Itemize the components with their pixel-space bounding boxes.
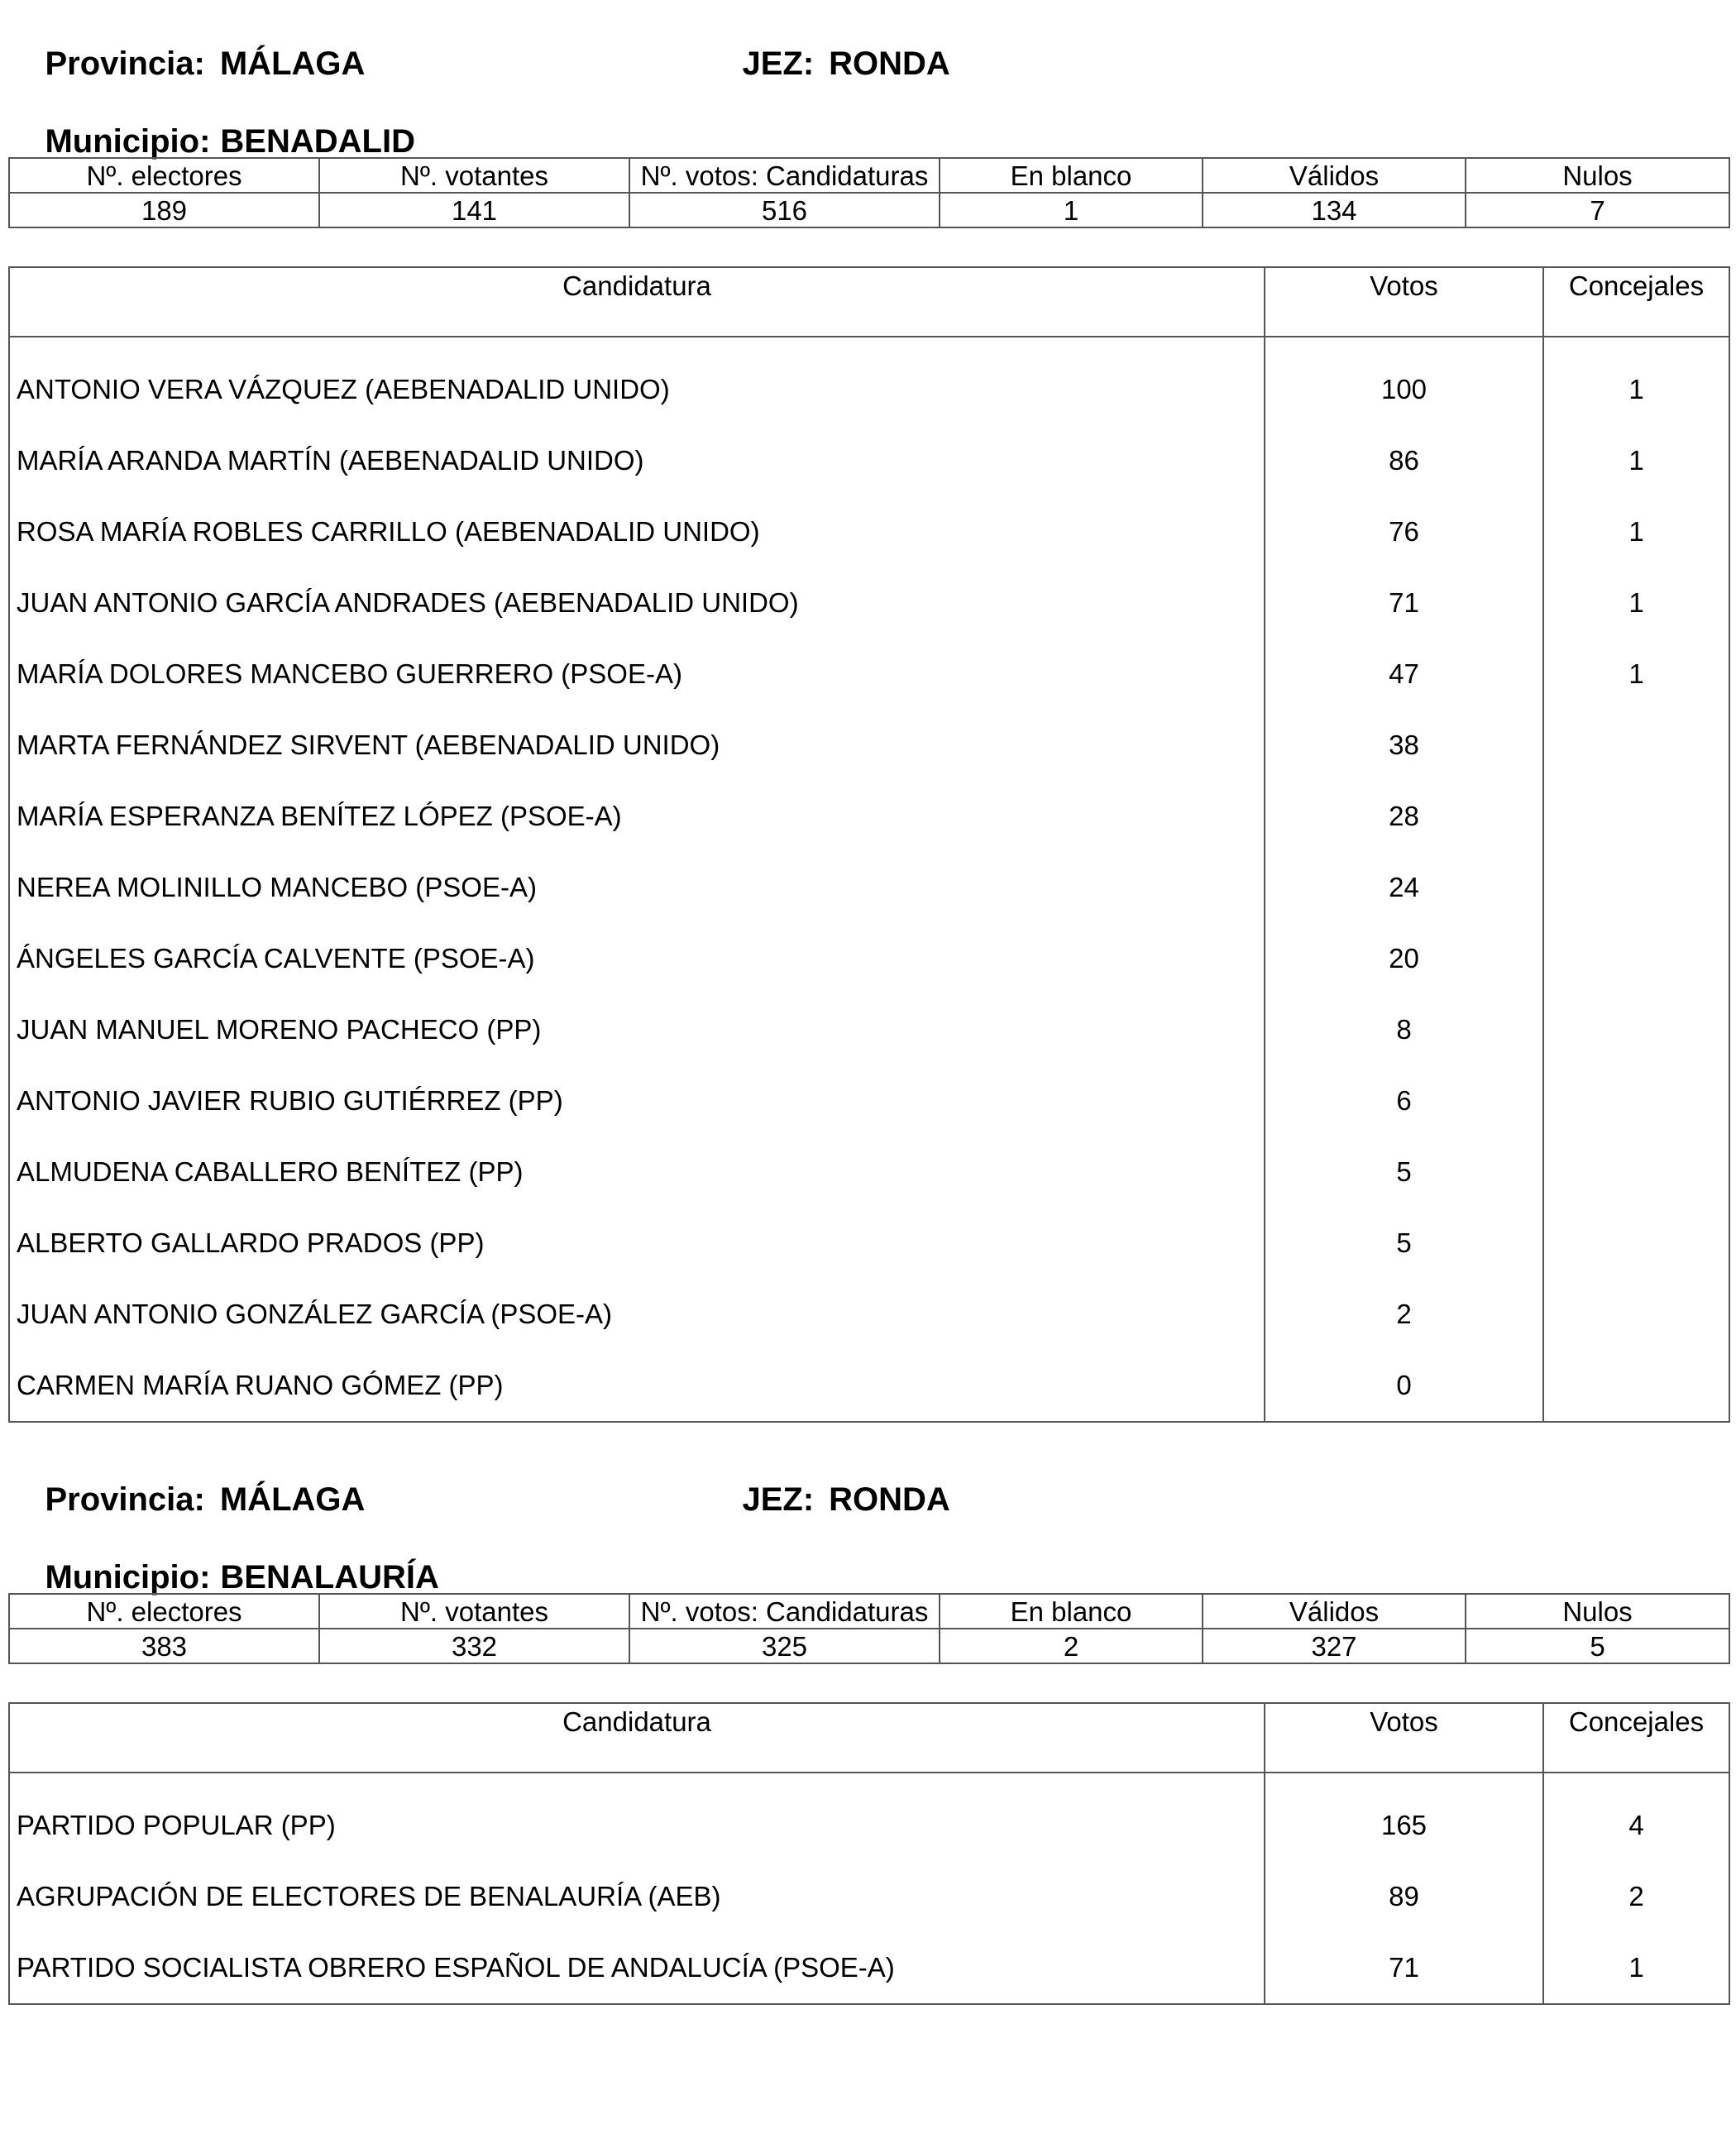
jez-value: RONDA xyxy=(829,45,950,82)
candidate-concejales xyxy=(1543,923,1729,994)
candidate-votos: 76 xyxy=(1265,496,1543,567)
candidate-votos: 71 xyxy=(1265,1932,1543,2004)
header-candidatura: Candidatura xyxy=(9,1703,1265,1773)
candidate-votos: 6 xyxy=(1265,1065,1543,1136)
candidate-row xyxy=(9,337,1729,425)
jez-value: RONDA xyxy=(829,1481,950,1518)
jez-label: JEZ: xyxy=(742,1481,815,1518)
candidate-row xyxy=(9,1208,1729,1279)
summary-header-row xyxy=(9,158,1729,193)
candidate-concejales: 1 xyxy=(1543,567,1729,639)
summary-header-electores: Nº. electores xyxy=(9,1594,319,1629)
summary-value-votos-candidaturas: 325 xyxy=(629,1629,940,1663)
candidate-votos: 38 xyxy=(1265,710,1543,781)
summary-header-votos-candidaturas: Nº. votos: Candidaturas xyxy=(629,1594,940,1629)
candidate-name: MARÍA ARANDA MARTÍN (AEBENADALID UNIDO) xyxy=(9,425,1265,496)
candidate-row xyxy=(9,710,1729,781)
candidate-name: PARTIDO SOCIALISTA OBRERO ESPAÑOL DE ANDALUCÍA (PSOE-A) xyxy=(9,1932,1265,2004)
candidate-concejales: 1 xyxy=(1543,1932,1729,2004)
candidate-concejales: 1 xyxy=(1543,639,1729,710)
summary-value-en-blanco: 2 xyxy=(940,1629,1203,1663)
candidate-votos: 71 xyxy=(1265,567,1543,639)
candidate-row xyxy=(9,1773,1729,1861)
candidate-concejales: 1 xyxy=(1543,337,1729,425)
candidate-votos: 8 xyxy=(1265,994,1543,1065)
candidate-name: MARÍA ESPERANZA BENÍTEZ LÓPEZ (PSOE-A) xyxy=(9,781,1265,852)
candidate-concejales xyxy=(1543,852,1729,923)
candidate-row xyxy=(9,1350,1729,1422)
candidate-votos: 5 xyxy=(1265,1136,1543,1208)
candidate-votos: 165 xyxy=(1265,1773,1543,1861)
candidate-concejales xyxy=(1543,1136,1729,1208)
candidate-votos: 24 xyxy=(1265,852,1543,923)
candidate-votos: 100 xyxy=(1265,337,1543,425)
summary-value-nulos: 7 xyxy=(1466,193,1729,227)
candidate-votos: 0 xyxy=(1265,1350,1543,1422)
candidate-name: CARMEN MARÍA RUANO GÓMEZ (PP) xyxy=(9,1350,1265,1422)
summary-value-votantes: 141 xyxy=(319,193,629,227)
candidate-row xyxy=(9,567,1729,639)
provincia-value: MÁLAGA xyxy=(219,45,366,82)
summary-value-row xyxy=(9,1629,1729,1663)
candidate-name: ÁNGELES GARCÍA CALVENTE (PSOE-A) xyxy=(9,923,1265,994)
provincia-label: Provincia: xyxy=(45,45,205,82)
candidates-header-row xyxy=(9,267,1729,337)
summary-value-votos-candidaturas: 516 xyxy=(629,193,940,227)
candidate-name: ANTONIO JAVIER RUBIO GUTIÉRREZ (PP) xyxy=(9,1065,1265,1136)
provincia-label: Provincia: xyxy=(45,1481,205,1518)
candidate-row xyxy=(9,1932,1729,2004)
summary-header-validos: Válidos xyxy=(1203,1594,1466,1629)
candidate-concejales xyxy=(1543,710,1729,781)
candidate-name: JUAN ANTONIO GONZÁLEZ GARCÍA (PSOE-A) xyxy=(9,1279,1265,1350)
summary-value-electores: 383 xyxy=(9,1629,319,1663)
summary-value-validos: 134 xyxy=(1203,193,1466,227)
summary-value-electores: 189 xyxy=(9,193,319,227)
municipio-value: BENALAURÍA xyxy=(220,1559,439,1596)
summary-value-nulos: 5 xyxy=(1466,1629,1729,1663)
candidates-header-row xyxy=(9,1703,1729,1773)
summary-header-en-blanco: En blanco xyxy=(940,1594,1203,1629)
candidate-name: JUAN ANTONIO GARCÍA ANDRADES (AEBENADALID UNIDO) xyxy=(9,567,1265,639)
candidate-row xyxy=(9,1065,1729,1136)
candidate-votos: 89 xyxy=(1265,1861,1543,1932)
summary-header-electores: Nº. electores xyxy=(9,158,319,193)
candidate-votos: 28 xyxy=(1265,781,1543,852)
candidate-name: ANTONIO VERA VÁZQUEZ (AEBENADALID UNIDO) xyxy=(9,337,1265,425)
header-votos: Votos xyxy=(1265,267,1543,337)
summary-header-row xyxy=(9,1594,1729,1629)
candidate-row xyxy=(9,1279,1729,1350)
jez-label: JEZ: xyxy=(742,45,815,82)
candidate-name: ROSA MARÍA ROBLES CARRILLO (AEBENADALID UNIDO) xyxy=(9,496,1265,567)
candidate-name: MARTA FERNÁNDEZ SIRVENT (AEBENADALID UNIDO) xyxy=(9,710,1265,781)
candidate-concejales xyxy=(1543,1065,1729,1136)
candidate-row xyxy=(9,1861,1729,1932)
candidate-row xyxy=(9,496,1729,567)
summary-value-validos: 327 xyxy=(1203,1629,1466,1663)
summary-header-nulos: Nulos xyxy=(1466,1594,1729,1629)
jez-header xyxy=(705,1443,950,1557)
candidate-row xyxy=(9,852,1729,923)
candidate-concejales xyxy=(1543,1279,1729,1350)
municipio-value: BENADALID xyxy=(220,123,415,160)
summary-value-votantes: 332 xyxy=(319,1629,629,1663)
candidate-concejales: 1 xyxy=(1543,496,1729,567)
header-candidatura: Candidatura xyxy=(9,267,1265,337)
candidate-concejales xyxy=(1543,781,1729,852)
candidate-name: AGRUPACIÓN DE ELECTORES DE BENALAURÍA (AEB) xyxy=(9,1861,1265,1932)
header-concejales: Concejales xyxy=(1543,267,1729,337)
candidate-concejales xyxy=(1543,994,1729,1065)
candidate-name: ALBERTO GALLARDO PRADOS (PP) xyxy=(9,1208,1265,1279)
candidate-concejales xyxy=(1543,1208,1729,1279)
candidate-concejales: 4 xyxy=(1543,1773,1729,1861)
summary-value-en-blanco: 1 xyxy=(940,193,1203,227)
summary-header-votos-candidaturas: Nº. votos: Candidaturas xyxy=(629,158,940,193)
candidate-votos: 47 xyxy=(1265,639,1543,710)
candidate-concejales xyxy=(1543,1350,1729,1422)
header-votos: Votos xyxy=(1265,1703,1543,1773)
candidate-row xyxy=(9,994,1729,1065)
candidate-row xyxy=(9,425,1729,496)
candidate-votos: 20 xyxy=(1265,923,1543,994)
summary-header-votantes: Nº. votantes xyxy=(319,158,629,193)
summary-header-votantes: Nº. votantes xyxy=(319,1594,629,1629)
candidate-name: MARÍA DOLORES MANCEBO GUERRERO (PSOE-A) xyxy=(9,639,1265,710)
summary-header-validos: Válidos xyxy=(1203,158,1466,193)
jez-header xyxy=(705,7,950,121)
candidate-name: ALMUDENA CABALLERO BENÍTEZ (PP) xyxy=(9,1136,1265,1208)
candidate-name: NEREA MOLINILLO MANCEBO (PSOE-A) xyxy=(9,852,1265,923)
candidate-votos: 86 xyxy=(1265,425,1543,496)
summary-table xyxy=(8,157,1730,228)
candidate-votos: 2 xyxy=(1265,1279,1543,1350)
candidates-table xyxy=(8,266,1730,1423)
candidate-concejales: 2 xyxy=(1543,1861,1729,1932)
summary-table xyxy=(8,1593,1730,1664)
candidates-table xyxy=(8,1702,1730,2005)
municipio-label: Municipio: xyxy=(45,123,211,160)
summary-header-en-blanco: En blanco xyxy=(940,158,1203,193)
candidate-votos: 5 xyxy=(1265,1208,1543,1279)
candidate-concejales: 1 xyxy=(1543,425,1729,496)
provincia-value: MÁLAGA xyxy=(219,1481,366,1518)
summary-value-row xyxy=(9,193,1729,227)
candidate-row xyxy=(9,1136,1729,1208)
summary-header-nulos: Nulos xyxy=(1466,158,1729,193)
candidate-name: PARTIDO POPULAR (PP) xyxy=(9,1773,1265,1861)
candidate-row xyxy=(9,639,1729,710)
candidate-name: JUAN MANUEL MORENO PACHECO (PP) xyxy=(9,994,1265,1065)
header-concejales: Concejales xyxy=(1543,1703,1729,1773)
municipio-label: Municipio: xyxy=(45,1559,211,1596)
candidate-row xyxy=(9,923,1729,994)
candidate-row xyxy=(9,781,1729,852)
